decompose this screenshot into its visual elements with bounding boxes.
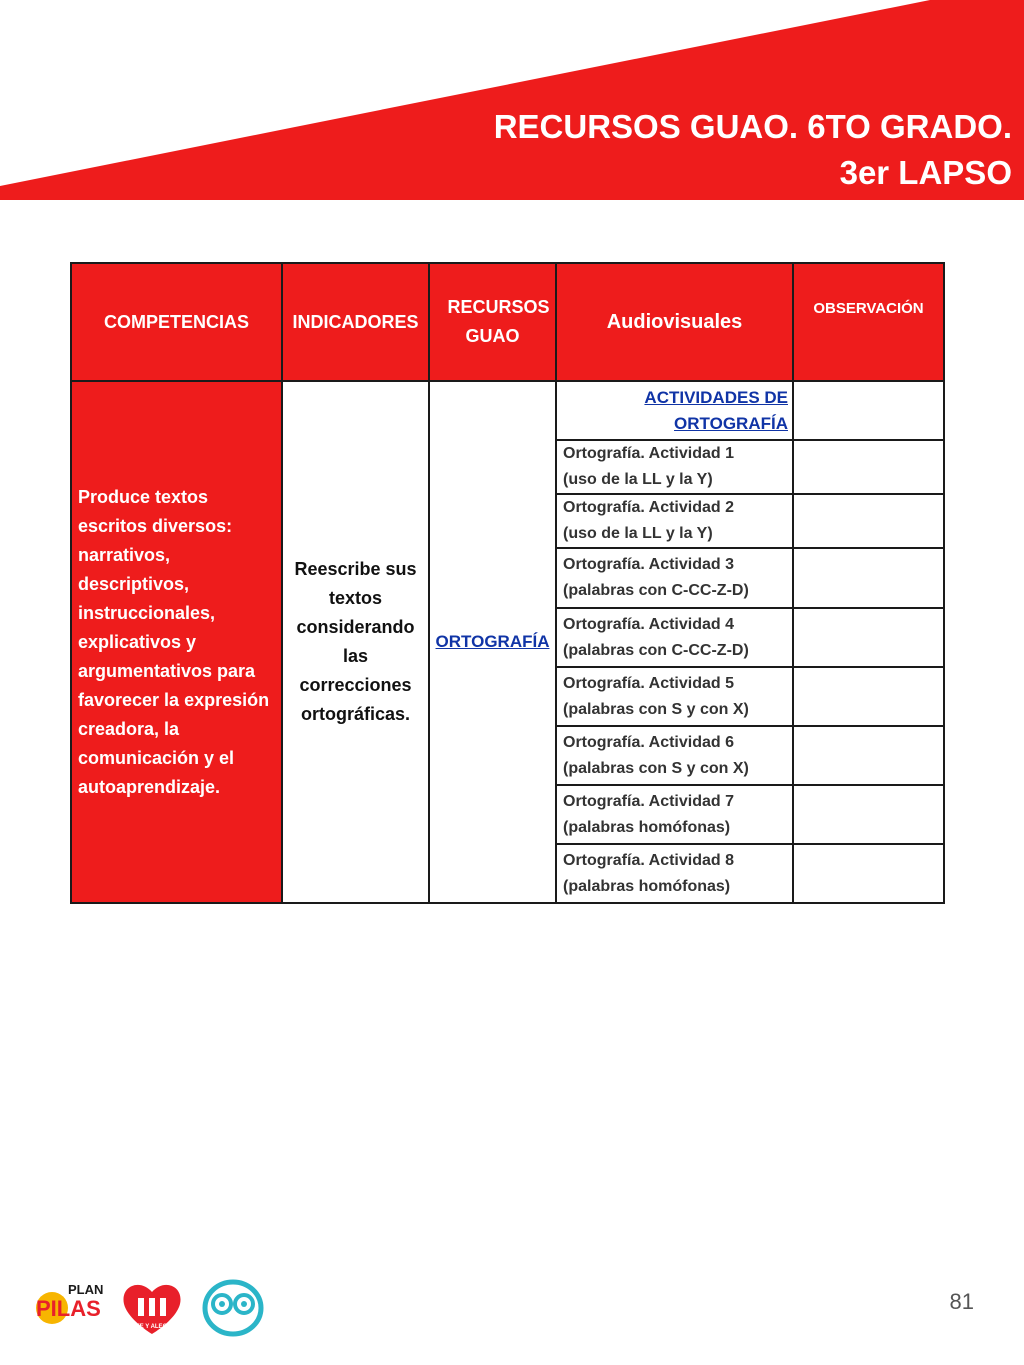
page-number: 81 (949, 1289, 974, 1314)
svg-text:PLAN: PLAN (68, 1282, 104, 1297)
competencia-cell (71, 381, 282, 903)
activity-item[interactable] (556, 785, 793, 844)
activity-title: Ortografía. Actividad 5 (563, 674, 734, 692)
activity-title: Ortografía. Actividad 3 (563, 556, 734, 573)
title-line-1: RECURSOS GUAO. 6TO GRADO. (493, 108, 1012, 145)
activity-item[interactable] (556, 440, 793, 494)
competencia-text: Produce textos escritos diversos: narrativos, descriptivos, instruccionales, explicativos y argumentativos para favorecer la expresión creadora, la comunicación y el autoaprendizaje. (78, 486, 270, 797)
owl-icon (205, 1282, 261, 1334)
observation-cell (793, 381, 944, 440)
activities-header-cell (556, 381, 793, 440)
activity-title: Ortografía. Actividad 2 (563, 499, 734, 516)
column-header-audiovisuales: Audiovisuales (556, 263, 793, 381)
indicador-text: Reescribe sus textos considerando las correcciones ortográficas. (294, 559, 417, 724)
recurso-cell (429, 381, 556, 903)
activity-title: Ortografía. Actividad 7 (563, 792, 734, 810)
activity-title: Ortografía. Actividad 4 (563, 615, 734, 633)
column-header-observacion: OBSERVACIÓN (793, 263, 944, 381)
observation-cell (793, 844, 944, 903)
table-header-row (71, 263, 944, 381)
table-row (71, 381, 944, 440)
activity-title: Ortografía. Actividad 8 (563, 851, 734, 869)
activity-subtitle: (palabras con C-CC-Z-D) (563, 641, 749, 659)
observation-cell (793, 494, 944, 548)
svg-text:FE Y ALEGRÍA: FE Y ALEGRÍA (136, 1324, 178, 1330)
activity-item[interactable] (556, 548, 793, 608)
activity-title: Ortografía. Actividad 6 (563, 733, 734, 751)
observation-cell (793, 726, 944, 785)
activity-title: Ortografía. Actividad 1 (563, 445, 734, 462)
plan-pilas-logo (36, 1282, 103, 1324)
title-line-2: 3er LAPSO (839, 154, 1012, 191)
activity-subtitle: (uso de la LL y la Y) (563, 525, 713, 542)
observation-cell (793, 548, 944, 608)
resources-table (70, 262, 945, 904)
recursos-guao-label: RECURSOS GUAO (447, 297, 550, 346)
actividades-ortografia-link[interactable]: ACTIVIDADES DE ORTOGRAFÍA (644, 387, 788, 433)
column-header-indicadores: INDICADORES (282, 263, 429, 381)
observation-cell (793, 667, 944, 726)
activity-subtitle: (palabras con S y con X) (563, 700, 749, 718)
activity-item[interactable] (556, 608, 793, 667)
activity-subtitle: (palabras con C-CC-Z-D) (563, 582, 749, 599)
fe-y-alegria-logo (123, 1285, 180, 1334)
activity-item[interactable] (556, 844, 793, 903)
svg-text:PILAS: PILAS (36, 1296, 101, 1321)
activity-item[interactable] (556, 667, 793, 726)
footer-logos (30, 1272, 270, 1342)
column-header-competencias: COMPETENCIAS (71, 263, 282, 381)
observation-cell (793, 785, 944, 844)
activity-subtitle: (palabras homófonas) (563, 818, 731, 836)
activity-subtitle: (uso de la LL y la Y) (563, 471, 713, 488)
activity-item[interactable] (556, 494, 793, 548)
column-header-recursos (429, 263, 556, 381)
page-title (494, 104, 1012, 196)
activity-subtitle: (palabras homófonas) (563, 877, 731, 895)
indicador-cell (282, 381, 429, 903)
observation-cell (793, 608, 944, 667)
ortografia-link[interactable]: ORTOGRAFÍA (435, 632, 550, 651)
observation-cell (793, 440, 944, 494)
activity-subtitle: (palabras con S y con X) (563, 759, 749, 777)
activity-item[interactable] (556, 726, 793, 785)
